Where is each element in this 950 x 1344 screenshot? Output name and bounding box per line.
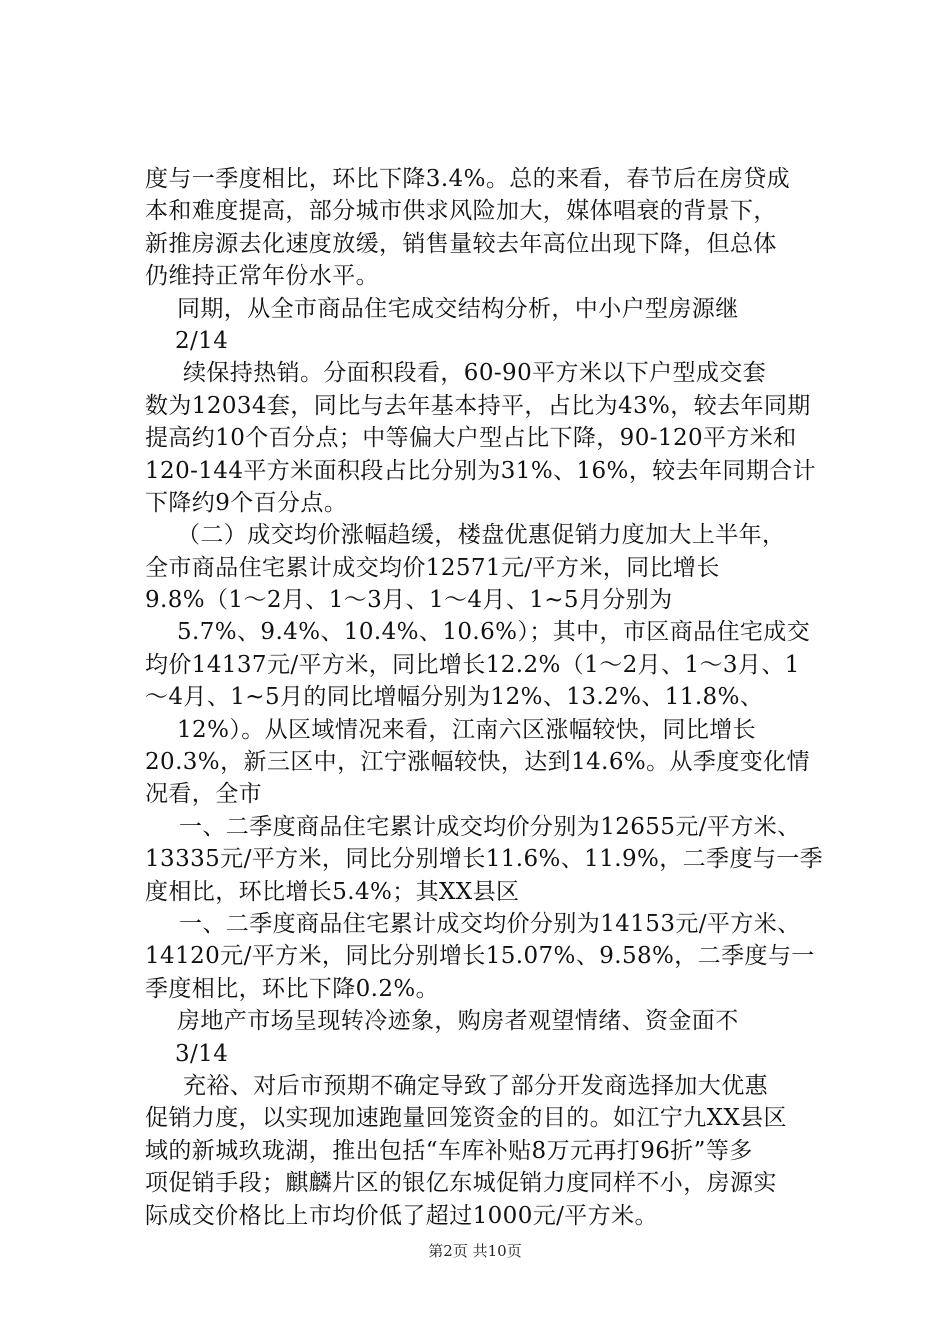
page-footer: 第2页 共10页 — [428, 1242, 522, 1260]
text-line: 14120元/平方米，同比分别增长15.07%、9.58%，二季度与一 — [145, 943, 815, 970]
text-line: 际成交价格比上市均价低了超过1000元/平方米。 — [145, 1202, 658, 1229]
text-line: 13335元/平方米，同比分别增长11.6%、11.9%，二季度与一季 — [145, 846, 824, 873]
text-line: ～4月、1~5月的同比增幅分别为12%、13.2%、11.8%、 — [145, 684, 764, 711]
page-marker: 3/14 — [175, 1040, 229, 1067]
text-line: 新推房源去化速度放缓，销售量较去年高位出现下降，但总体 — [145, 230, 777, 257]
document-body — [145, 163, 845, 1232]
text-line: 全市商品住宅累计成交均价12571元/平方米，同比增长 — [145, 554, 720, 581]
text-line: 9.8%（1～2月、1～3月、1～4月、1~5月分别为 — [145, 587, 673, 614]
text-line: 况看，全市 — [145, 781, 262, 808]
text-line: 5.7%、9.4%、10.4%、10.6%）；其中，市区商品住宅成交 — [177, 619, 811, 646]
text-line: 同期，从全市商品住宅成交结构分析，中小户型房源继 — [177, 295, 739, 322]
text-line: 度相比，环比增长5.4%；其XX县区 — [145, 878, 520, 905]
text-line: 域的新城玖珑湖，推出包括“车库补贴8万元再打96折”等多 — [145, 1137, 753, 1164]
text-line: 续保持热销。分面积段看，60-90平方米以下户型成交套 — [183, 360, 767, 387]
text-line: 下降约9个百分点。 — [145, 489, 348, 516]
text-line: 120-144平方米面积段占比分别为31%、16%，较去年同期合计 — [145, 457, 817, 484]
page-marker: 2/14 — [175, 327, 229, 354]
text-line: 仍维持正常年份水平。 — [145, 263, 379, 290]
text-line: 提高约10个百分点；中等偏大户型占比下降，90-120平方米和 — [145, 425, 797, 452]
text-line: 一、二季度商品住宅累计成交均价分别为14153元/平方米、 — [179, 910, 801, 937]
text-line: 均价14137元/平方米，同比增长12.2%（1～2月、1～3月、1 — [145, 651, 800, 678]
text-line: 项促销手段；麒麟片区的银亿东城促销力度同样不小，房源实 — [145, 1170, 777, 1197]
text-line: 充裕、对后市预期不确定导致了部分开发商选择加大优惠 — [183, 1072, 768, 1099]
text-line: 促销力度，以实现加速跑量回笼资金的目的。如江宁九XX县区 — [145, 1105, 787, 1132]
text-line: 12%）。从区域情况来看，江南六区涨幅较快，同比增长 — [177, 716, 757, 743]
section-heading: （二）成交均价涨幅趋缓，楼盘优惠促销力度加大上半年， — [177, 522, 786, 549]
text-line: 数为12034套，同比与去年基本持平，占比为43%，较去年同期 — [145, 392, 811, 419]
text-line: 一、二季度商品住宅累计成交均价分别为12655元/平方米、 — [179, 813, 801, 840]
text-line: 20.3%，新三区中，江宁涨幅较快，达到14.6%。从季度变化情 — [145, 749, 810, 776]
text-line: 度与一季度相比，环比下降3.4%。总的来看，春节后在房贷成 — [145, 166, 791, 192]
text-line: 本和难度提高，部分城市供求风险加大，媒体唱衰的背景下， — [145, 198, 777, 225]
text-line: 季度相比，环比下降0.2%。 — [145, 975, 440, 1002]
text-line: 房地产市场呈现转冷迹象，购房者观望情绪、资金面不 — [177, 1008, 739, 1035]
